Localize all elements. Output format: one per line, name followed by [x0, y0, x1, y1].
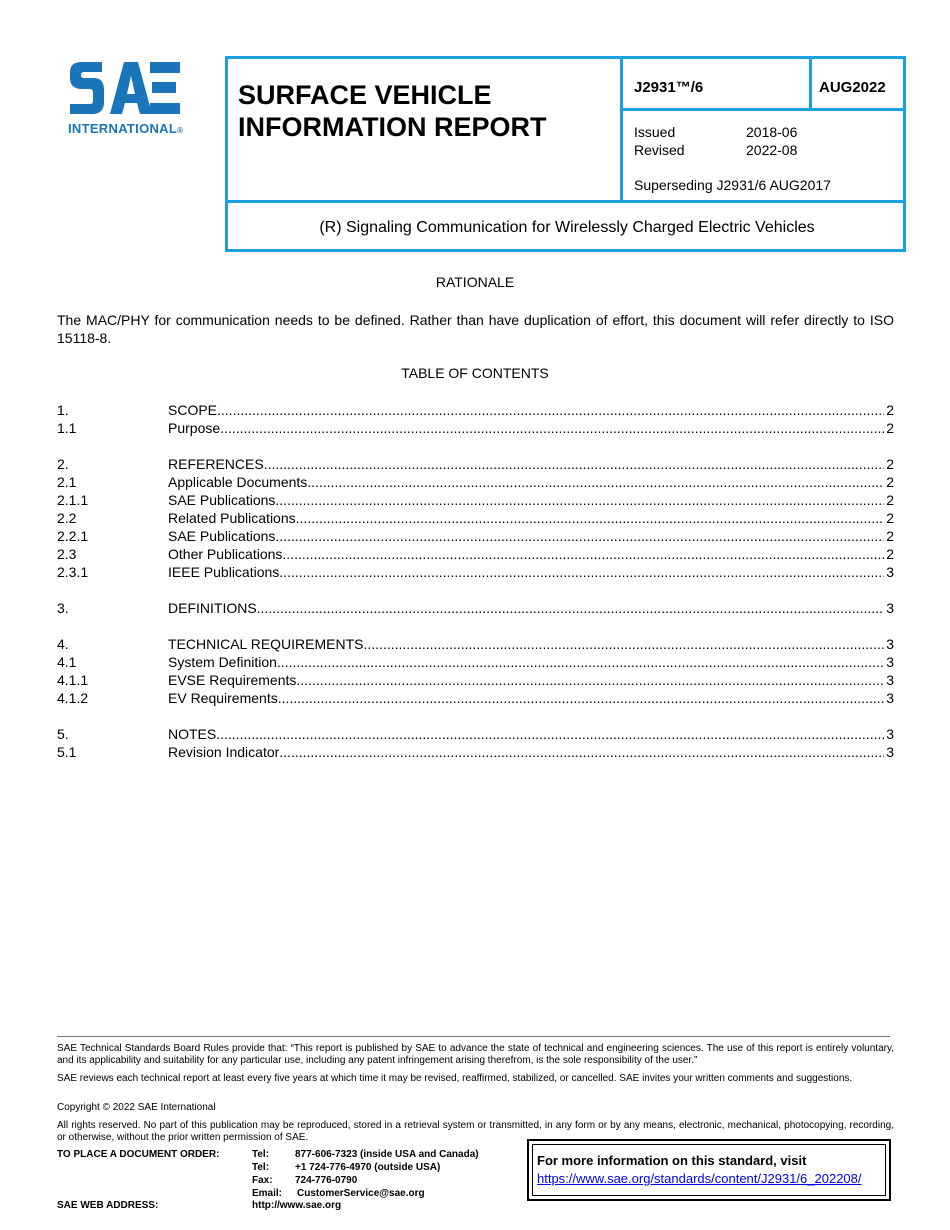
- toc-leader-dots: [296, 671, 884, 689]
- toc-entry-page: 2: [886, 474, 894, 490]
- toc-entry-page: 3: [886, 654, 894, 670]
- toc-entry[interactable]: [57, 563, 894, 581]
- order-label: TO PLACE A DOCUMENT ORDER:: [57, 1149, 220, 1160]
- copyright-text: Copyright © 2022 SAE International: [57, 1102, 216, 1113]
- document-number: J2931™/6: [634, 79, 704, 96]
- toc-entry-number: 5.1: [57, 744, 77, 760]
- toc-entry-number: 4.1.1: [57, 672, 89, 688]
- toc-entry[interactable]: [57, 419, 894, 437]
- toc-entry-page: 3: [886, 726, 894, 742]
- toc-entry-page: 3: [886, 672, 894, 688]
- toc-entry-title: Related Publications: [168, 510, 296, 526]
- toc-entry-title: EV Requirements: [168, 690, 278, 706]
- toc-entry-title: NOTES: [168, 726, 217, 742]
- toc-entry[interactable]: [57, 401, 894, 419]
- divider: [228, 200, 906, 203]
- superseding-note: Superseding J2931/6 AUG2017: [634, 177, 831, 193]
- review-text: SAE reviews each technical report at least every five years at which time it may be revised, reaffirmed, stabilized, or cancelled. SAE invites your written comments and suggestions.: [57, 1073, 853, 1084]
- standard-url-link[interactable]: https://www.sae.org/standards/content/J2931/6_202208/: [537, 1171, 862, 1186]
- email-label: Email:: [252, 1188, 283, 1199]
- footer-divider: [57, 1036, 890, 1037]
- toc-entry[interactable]: [57, 509, 894, 527]
- toc-entry-title: IEEE Publications: [168, 564, 280, 580]
- toc-leader-dots: [296, 509, 885, 527]
- more-info-heading: For more information on this standard, visit: [537, 1153, 807, 1168]
- toc-heading: TABLE OF CONTENTS: [401, 365, 549, 381]
- toc-entry-number: 3.: [57, 600, 69, 616]
- document-date: AUG2022: [819, 79, 886, 96]
- toc-entry-number: 5.: [57, 726, 69, 742]
- toc-leader-dots: [279, 743, 884, 761]
- toc-entry[interactable]: [57, 473, 894, 491]
- toc-entry-number: 2.2: [57, 510, 77, 526]
- board-rules-text: SAE Technical Standards Board Rules provide that: “This report is published by SAE to advance the state of technical and engineering sciences. The use of this report is entirely voluntary, and its applicability and suitability for any particular use, including any patent infringement arising therefrom, is the sole responsibility of the user.”: [57, 1043, 894, 1066]
- toc-entry-number: 4.: [57, 636, 69, 652]
- toc-entry-number: 4.1: [57, 654, 77, 670]
- toc-leader-dots: [278, 689, 884, 707]
- tel-label: Tel:: [252, 1162, 270, 1173]
- toc-entry[interactable]: [57, 545, 894, 563]
- toc-entry-page: 2: [886, 546, 894, 562]
- toc-entry-page: 3: [886, 636, 894, 652]
- toc-entry[interactable]: [57, 491, 894, 509]
- tel-outside-usa: +1 724-776-4970 (outside USA): [295, 1162, 441, 1173]
- rights-text: All rights reserved. No part of this publication may be reproduced, stored in a retrieval system or transmitted, in any form or by any means, electronic, mechanical, photocopying, recording, or otherwise, without the prior written permission of SAE.: [57, 1120, 894, 1143]
- toc-entry-number: 1.: [57, 402, 69, 418]
- toc-entry-number: 2.2.1: [57, 528, 89, 544]
- rationale-text: The MAC/PHY for communication needs to be defined. Rather than have duplication of effort, this document will refer directly to ISO 15118-8.: [57, 312, 894, 346]
- toc-entry[interactable]: [57, 635, 894, 653]
- toc-entry-number: 2.: [57, 456, 69, 472]
- toc-leader-dots: [257, 599, 885, 617]
- issued-label: Issued: [634, 124, 676, 140]
- toc-entry[interactable]: [57, 743, 894, 761]
- toc-entry-number: 1.1: [57, 420, 77, 436]
- toc-entry-page: 3: [886, 744, 894, 760]
- toc-entry[interactable]: [57, 671, 894, 689]
- toc-leader-dots: [217, 401, 884, 419]
- title-line-1: SURFACE VEHICLE: [238, 80, 492, 110]
- toc-entry-page: 2: [886, 402, 894, 418]
- document-header: [225, 56, 906, 252]
- toc-entry-title: TECHNICAL REQUIREMENTS: [168, 636, 364, 652]
- email-address[interactable]: CustomerService@sae.org: [297, 1188, 425, 1199]
- toc-entry-number: 2.1.1: [57, 492, 89, 508]
- toc-entry[interactable]: [57, 653, 894, 671]
- fax-number: 724-776-0790: [295, 1175, 358, 1186]
- toc-leader-dots: [279, 563, 884, 581]
- toc-entry-page: 3: [886, 600, 894, 616]
- web-address-link[interactable]: http://www.sae.org: [252, 1200, 342, 1211]
- revised-value: 2022-08: [746, 142, 798, 158]
- toc-entry-title: Revision Indicator: [168, 744, 280, 760]
- issued-value: 2018-06: [746, 124, 798, 140]
- title-line-2: INFORMATION REPORT: [238, 112, 547, 142]
- toc-entry-number: 4.1.2: [57, 690, 89, 706]
- toc-entry[interactable]: [57, 455, 894, 473]
- sae-logo-mark: [66, 60, 182, 116]
- toc-entry-title: Applicable Documents: [168, 474, 308, 490]
- toc-leader-dots: [282, 545, 884, 563]
- logo-tagline: INTERNATIONAL®: [68, 121, 184, 136]
- toc-leader-dots: [307, 473, 884, 491]
- toc-entry-title: SCOPE: [168, 402, 218, 418]
- document-subtitle: (R) Signaling Communication for Wirelessly Charged Electric Vehicles: [319, 219, 815, 236]
- toc-entry-page: 3: [886, 690, 894, 706]
- toc-leader-dots: [264, 455, 885, 473]
- toc-entry-title: Purpose: [168, 420, 221, 436]
- toc-leader-dots: [275, 527, 884, 545]
- rationale-heading: RATIONALE: [435, 274, 515, 290]
- toc-entry-title: SAE Publications: [168, 528, 276, 544]
- toc-entry-title: Other Publications: [168, 546, 283, 562]
- toc-entry[interactable]: [57, 599, 894, 617]
- toc-entry-title: SAE Publications: [168, 492, 276, 508]
- toc-entry-number: 2.3: [57, 546, 77, 562]
- toc-entry-page: 2: [886, 528, 894, 544]
- toc-entry[interactable]: [57, 527, 894, 545]
- divider: [620, 59, 623, 201]
- divider: [809, 59, 812, 109]
- sae-logo: [66, 60, 190, 136]
- toc-leader-dots: [275, 491, 884, 509]
- report-type-title: [238, 79, 546, 143]
- tel-label: Tel:: [252, 1149, 270, 1160]
- toc-leader-dots: [216, 725, 884, 743]
- tel-inside-usa: 877-606-7323 (inside USA and Canada): [295, 1149, 479, 1160]
- toc-entry[interactable]: [57, 725, 894, 743]
- toc-entry[interactable]: [57, 689, 894, 707]
- toc-entry-page: 3: [886, 564, 894, 580]
- toc-leader-dots: [277, 653, 884, 671]
- web-address-label: SAE WEB ADDRESS:: [57, 1200, 159, 1211]
- toc-entry-page: 2: [886, 492, 894, 508]
- divider: [620, 108, 906, 111]
- toc-leader-dots: [364, 635, 885, 653]
- more-info-box: [527, 1139, 891, 1201]
- toc-entry-title: System Definition: [168, 654, 277, 670]
- toc-entry-number: 2.1: [57, 474, 77, 490]
- toc-entry-title: REFERENCES: [168, 456, 264, 472]
- toc-entry-title: DEFINITIONS: [168, 600, 257, 616]
- fax-label: Fax:: [252, 1175, 273, 1186]
- toc-entry-page: 2: [886, 510, 894, 526]
- revised-label: Revised: [634, 142, 685, 158]
- toc-entry-number: 2.3.1: [57, 564, 89, 580]
- toc-entry-page: 2: [886, 420, 894, 436]
- toc-leader-dots: [220, 419, 884, 437]
- toc-entry-title: EVSE Requirements: [168, 672, 297, 688]
- toc-entry-page: 2: [886, 456, 894, 472]
